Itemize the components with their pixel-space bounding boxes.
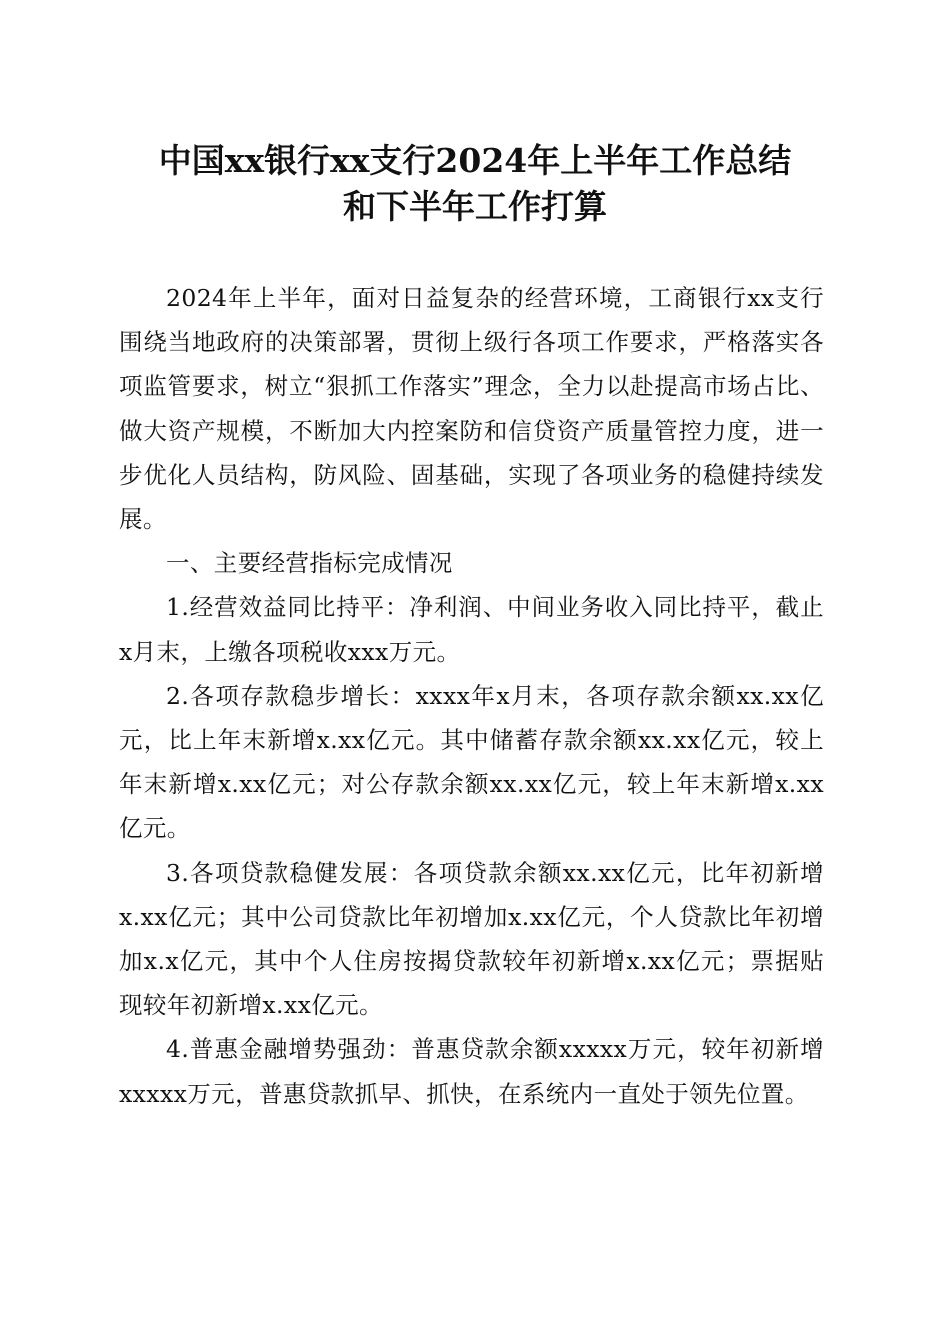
list-item: 4.普惠金融增势强劲：普惠贷款余额xxxxx万元，较年初新增xxxxx万元，普惠贷款抓早、抓快，在系统内一直处于领先位置。 <box>119 1035 824 1108</box>
list-item: 2.各项存款稳步增长：xxxx年x月末，各项存款余额xx.xx亿元，比上年末新增x.xx亿元。其中储蓄存款余额xx.xx亿元，较上年末新增x.xx亿元；对公存款余额xx.xx亿元，较上年末新增x.xx亿元。 <box>119 681 824 843</box>
title-line-1: 中国xx银行xx支行2024年上半年工作总结 <box>158 141 792 180</box>
list-item: 3.各项贷款稳健发展：各项贷款余额xx.xx亿元，比年初新增x.xx亿元；其中公司贷款比年初增加x.xx亿元，个人贷款比年初增加x.x亿元，其中个人住房按揭贷款较年初新增x.xx亿元；票据贴现较年初新增x.xx亿元。 <box>119 858 824 1020</box>
title-line-2: 和下半年工作打算 <box>343 187 607 226</box>
document-title <box>100 138 850 230</box>
section-heading: 一、主要经营指标完成情况 <box>166 549 453 578</box>
intro-paragraph: 2024年上半年，面对日益复杂的经营环境，工商银行xx支行围绕当地政府的决策部署，贯彻上级行各项工作要求，严格落实各项监管要求，树立“狠抓工作落实”理念，全力以赴提高市场占比、做大资产规模，不断加大内控案防和信贷资产质量管控力度，进一步优化人员结构，防风险、固基础，实现了各项业务的稳健持续发展。 <box>119 284 824 534</box>
document-body <box>119 276 824 1116</box>
list-item: 1.经营效益同比持平：净利润、中间业务收入同比持平，截止x月末，上缴各项税收xxx万元。 <box>119 593 824 666</box>
